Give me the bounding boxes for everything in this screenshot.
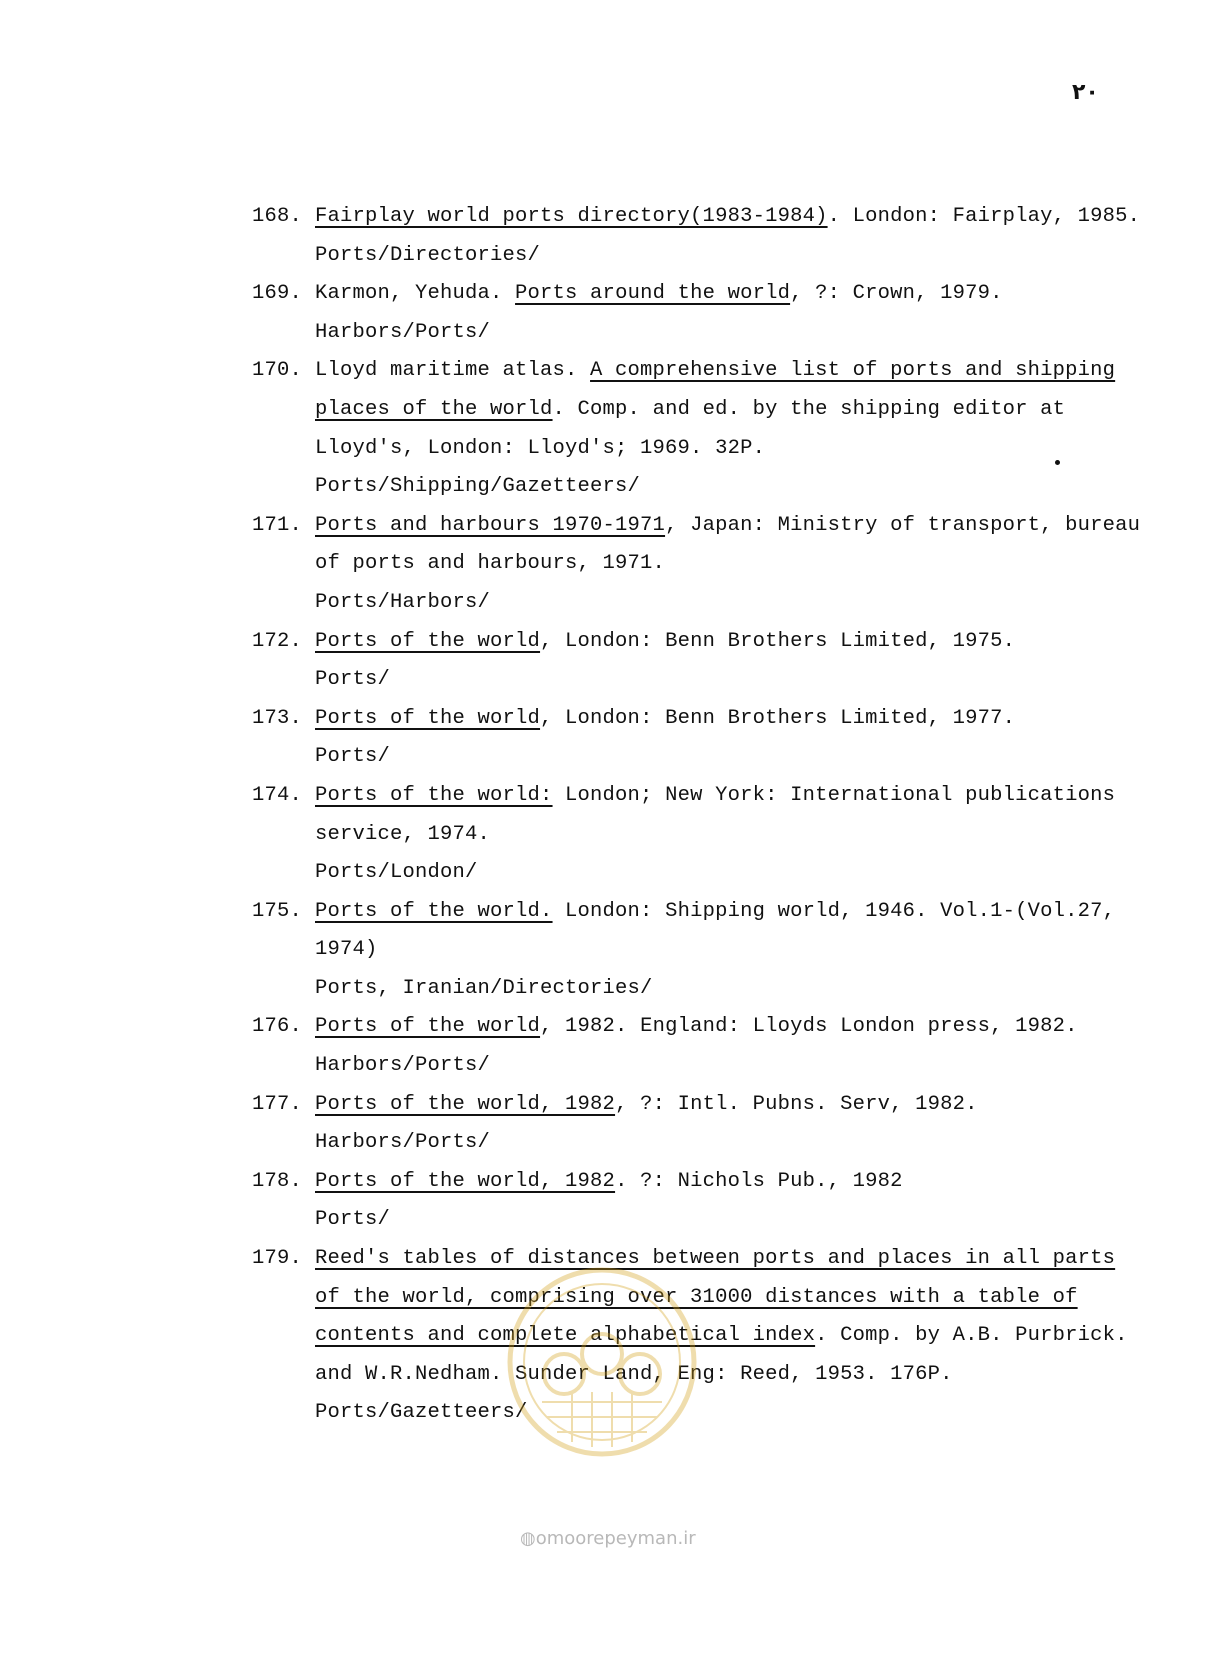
page-number: ۲۰ bbox=[1072, 80, 1099, 105]
entry-number: 175. bbox=[252, 899, 303, 923]
entry-number: 179. bbox=[252, 1247, 303, 1271]
entry-number: 173. bbox=[252, 706, 303, 730]
entry-publication-info: Karmon, Yehuda. bbox=[315, 282, 516, 306]
entry-body bbox=[315, 700, 1152, 777]
entry-number: 178. bbox=[252, 1169, 303, 1193]
entry-title: Ports of the world bbox=[315, 629, 541, 653]
entry-body bbox=[315, 352, 1152, 506]
entry-subject-headings: Ports/Harbors/ bbox=[315, 590, 491, 614]
entry-citation bbox=[315, 623, 1152, 662]
entry-title: Ports of the world. bbox=[315, 899, 553, 923]
entry-title: Fairplay world ports directory(1983-1984) bbox=[315, 205, 828, 228]
entry-number: 177. bbox=[252, 1092, 303, 1116]
bibliography-entry bbox=[252, 198, 1152, 275]
entry-subject-headings: Ports/Shipping/Gazetteers/ bbox=[315, 475, 641, 499]
entry-subject-headings: Harbors/Ports/ bbox=[315, 1054, 491, 1078]
entry-title: Ports of the world, 1982 bbox=[315, 1169, 616, 1193]
bibliography-entry bbox=[252, 700, 1152, 777]
entry-publication-info: , ?: Crown, 1979. bbox=[790, 282, 1003, 306]
entry-publication-info: London: Shipping world, 1946. Vol.1-(Vol.27, 1974) bbox=[315, 899, 1116, 962]
entry-number: 169. bbox=[252, 282, 303, 306]
entry-citation bbox=[315, 275, 1152, 314]
entry-citation bbox=[315, 352, 1152, 468]
entry-citation bbox=[315, 893, 1152, 970]
entry-number: 174. bbox=[252, 783, 303, 807]
entry-publication-info: . Comp. by A.B. Purbrick. and W.R.Nedham. Sunder Land, Eng: Reed, 1953. 176P. bbox=[315, 1324, 1128, 1386]
entry-title: Ports of the world, 1982 bbox=[315, 1092, 616, 1116]
bibliography-entry bbox=[252, 275, 1152, 352]
entry-title: Ports around the world bbox=[515, 282, 791, 306]
entry-body bbox=[315, 507, 1152, 623]
entry-citation bbox=[315, 777, 1152, 854]
entry-body bbox=[315, 1086, 1152, 1163]
entry-title: Ports and harbours 1970-1971 bbox=[315, 513, 666, 537]
entry-publication-info: , Japan: Ministry of transport, bureau of ports and harbours, 1971. bbox=[315, 513, 1141, 576]
bibliography-list bbox=[252, 198, 1152, 1433]
entry-publication-info: Lloyd maritime atlas. bbox=[315, 359, 591, 383]
entry-citation bbox=[315, 1008, 1152, 1047]
entry-publication-info: , 1982. England: Lloyds London press, 1982. bbox=[540, 1015, 1078, 1039]
entry-subject-headings: Ports/Directories/ bbox=[315, 243, 541, 267]
entry-subject-headings: Ports/ bbox=[315, 745, 391, 769]
entry-body bbox=[315, 198, 1152, 275]
bibliography-entry bbox=[252, 1163, 1152, 1240]
bibliography-entry bbox=[252, 623, 1152, 700]
entry-body bbox=[315, 777, 1152, 893]
globe-icon: ◍ bbox=[520, 1528, 536, 1549]
entry-subject-headings: Harbors/Ports/ bbox=[315, 320, 491, 344]
bibliography-entry bbox=[252, 507, 1152, 623]
entry-subject-headings: Ports/ bbox=[315, 668, 391, 692]
bibliography-entry bbox=[252, 1240, 1152, 1433]
entry-number: 170. bbox=[252, 359, 303, 383]
entry-publication-info: London; New York: International publications service, 1974. bbox=[315, 783, 1116, 846]
entry-citation bbox=[315, 1240, 1152, 1394]
entry-citation bbox=[315, 198, 1152, 237]
entry-publication-info: . ?: Nichols Pub., 1982 bbox=[615, 1169, 903, 1193]
entry-citation bbox=[315, 1086, 1152, 1125]
entry-citation bbox=[315, 1163, 1152, 1202]
entry-title: Reed's tables of distances between ports and places in all parts of the world, comprising over 31000 distances with a table of contents and complete alphabetical index bbox=[315, 1247, 1116, 1348]
entry-publication-info: , ?: Intl. Pubns. Serv, 1982. bbox=[615, 1092, 978, 1116]
entry-title: Ports of the world bbox=[315, 1015, 541, 1039]
entry-number: 176. bbox=[252, 1015, 303, 1039]
entry-publication-info: , London: Benn Brothers Limited, 1975. bbox=[540, 629, 1016, 653]
entry-body bbox=[315, 1163, 1152, 1240]
entry-subject-headings: Harbors/Ports/ bbox=[315, 1131, 491, 1155]
bibliography-entry bbox=[252, 352, 1152, 506]
entry-subject-headings: Ports/London/ bbox=[315, 861, 478, 885]
entry-body bbox=[315, 893, 1152, 1009]
bibliography-entry bbox=[252, 777, 1152, 893]
bibliography-entry bbox=[252, 1008, 1152, 1085]
entry-publication-info: . London: Fairplay, 1985. bbox=[827, 205, 1141, 228]
entry-publication-info: , London: Benn Brothers Limited, 1977. bbox=[540, 706, 1016, 730]
entry-body bbox=[315, 275, 1152, 352]
entry-publication-info: . Comp. and ed. by the shipping editor at Lloyd's, London: Lloyd's; 1969. 32P. bbox=[315, 397, 1066, 460]
entry-citation bbox=[315, 700, 1152, 739]
entry-number: 172. bbox=[252, 629, 303, 653]
watermark-text: ◍omoorepeyman.ir bbox=[520, 1528, 696, 1549]
watermark-seal-icon bbox=[502, 1262, 702, 1462]
entry-citation bbox=[315, 507, 1152, 584]
entry-body bbox=[315, 623, 1152, 700]
entry-number: 171. bbox=[252, 513, 303, 537]
bibliography-entry bbox=[252, 1086, 1152, 1163]
entry-subject-headings: Ports/ bbox=[315, 1208, 391, 1232]
entry-title: Ports of the world bbox=[315, 706, 541, 730]
entry-body bbox=[315, 1008, 1152, 1085]
entry-number: 168. bbox=[252, 205, 303, 228]
bibliography-entry bbox=[252, 893, 1152, 1009]
entry-body bbox=[315, 1240, 1152, 1433]
entry-subject-headings: Ports, Iranian/Directories/ bbox=[315, 976, 653, 1000]
entry-subject-headings: Ports/Gazetteers/ bbox=[315, 1401, 528, 1425]
entry-title: Ports of the world: bbox=[315, 783, 553, 807]
entry-title: A comprehensive list of ports and shipping places of the world bbox=[315, 359, 1116, 421]
